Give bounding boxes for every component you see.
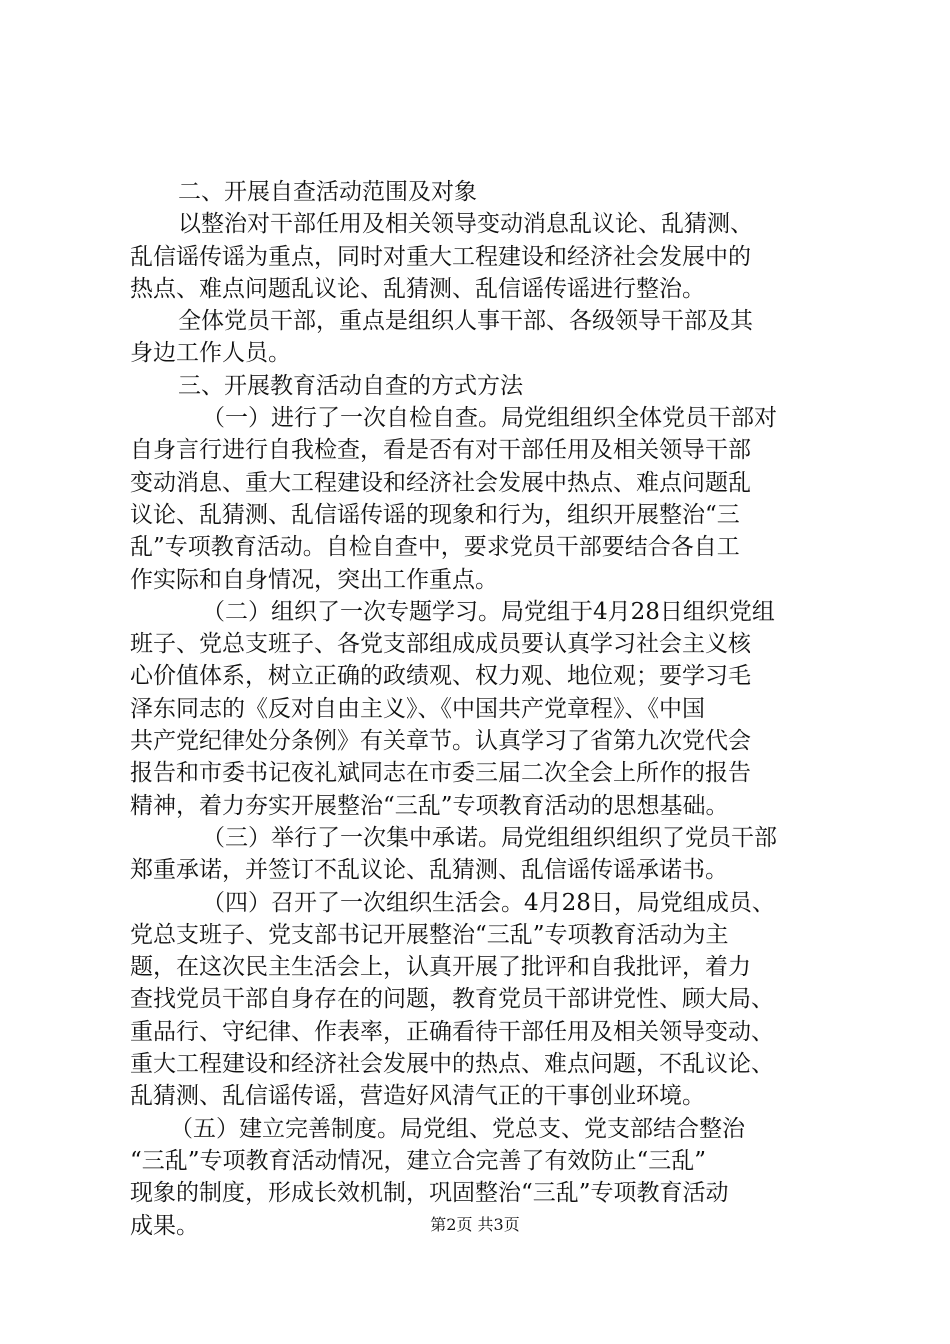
text-line: （五）建立完善制度。局党组、党总支、党支部结合整治 bbox=[170, 1115, 745, 1142]
text-line: 议论、乱猜测、乱信谣传谣的现象和行为，组织开展整治“三 bbox=[130, 501, 740, 528]
text-line: 共产党纪律处分条例》有关章节。认真学习了省第九次党代会 bbox=[130, 728, 751, 755]
text-line: 乱猜测、乱信谣传谣，营造好风清气正的干事创业环境。 bbox=[130, 1083, 705, 1110]
text-line: 成果。 bbox=[130, 1212, 199, 1239]
text-line: 班子、党总支班子、各党支部组成成员要认真学习社会主义核 bbox=[130, 631, 751, 658]
text-line: 以整治对干部任用及相关领导变动消息乱议论、乱猜测、 bbox=[178, 211, 753, 238]
text-line: 作实际和自身情况，突出工作重点。 bbox=[130, 566, 498, 593]
page-number-footer: 第2页 共3页 bbox=[430, 1215, 520, 1234]
section-heading-2: 二、开展自查活动范围及对象 bbox=[178, 179, 477, 205]
text-line: （二）组织了一次专题学习。局党组于4月28日组织党组 bbox=[202, 598, 775, 625]
text-line: 郑重承诺，并签订不乱议论、乱猜测、乱信谣传谣承诺书。 bbox=[130, 857, 728, 884]
text-line: 身边工作人员。 bbox=[130, 340, 291, 367]
text-line: 全体党员干部，重点是组织人事干部、各级领导干部及其 bbox=[178, 308, 753, 335]
body-text bbox=[130, 176, 830, 1242]
text-line: “三乱”专项教育活动情况，建立合完善了有效防止“三乱” bbox=[130, 1147, 707, 1174]
text-line: 热点、难点问题乱议论、乱猜测、乱信谣传谣进行整治。 bbox=[130, 275, 705, 302]
text-line: 党总支班子、党支部书记开展整治“三乱”专项教育活动为主 bbox=[130, 921, 729, 948]
text-line: 重品行、守纪律、作表率，正确看待干部任用及相关领导变动、 bbox=[130, 1018, 774, 1045]
text-line: 心价值体系，树立正确的政绩观、权力观、地位观；要学习毛 bbox=[130, 663, 751, 690]
text-line: 乱”专项教育活动。自检自查中，要求党员干部要结合各自工 bbox=[130, 534, 740, 561]
text-line: 变动消息、重大工程建设和经济社会发展中热点、难点问题乱 bbox=[130, 469, 751, 496]
section-heading-3: 三、开展教育活动自查的方式方法 bbox=[178, 372, 523, 399]
text-line: （三）举行了一次集中承诺。局党组组织组织了党员干部 bbox=[202, 824, 777, 851]
text-line: （四）召开了一次组织生活会。4月28日，局党组成员、 bbox=[202, 889, 775, 916]
text-line: 现象的制度，形成长效机制，巩固整治“三乱”专项教育活动 bbox=[130, 1180, 729, 1207]
text-line: 查找党员干部自身存在的问题，教育党员干部讲党性、顾大局、 bbox=[130, 986, 774, 1013]
text-line: 重大工程建设和经济社会发展中的热点、难点问题，不乱议论、 bbox=[130, 1051, 774, 1078]
text-line: 精神，着力夯实开展整治“三乱”专项教育活动的思想基础。 bbox=[130, 792, 729, 819]
text-line: 乱信谣传谣为重点，同时对重大工程建设和经济社会发展中的 bbox=[130, 243, 751, 270]
text-line: （一）进行了一次自检自查。局党组组织全体党员干部对 bbox=[202, 405, 777, 432]
text-line: 题，在这次民主生活会上，认真开展了批评和自我批评，着力 bbox=[130, 954, 751, 981]
text-line: 自身言行进行自我检查，看是否有对干部任用及相关领导干部 bbox=[130, 437, 751, 464]
text-line: 泽东同志的《反对自由主义》、《中国共产党章程》、《中国 bbox=[130, 695, 705, 722]
text-line: 报告和市委书记夜礼斌同志在市委三届二次全会上所作的报告 bbox=[130, 760, 751, 787]
